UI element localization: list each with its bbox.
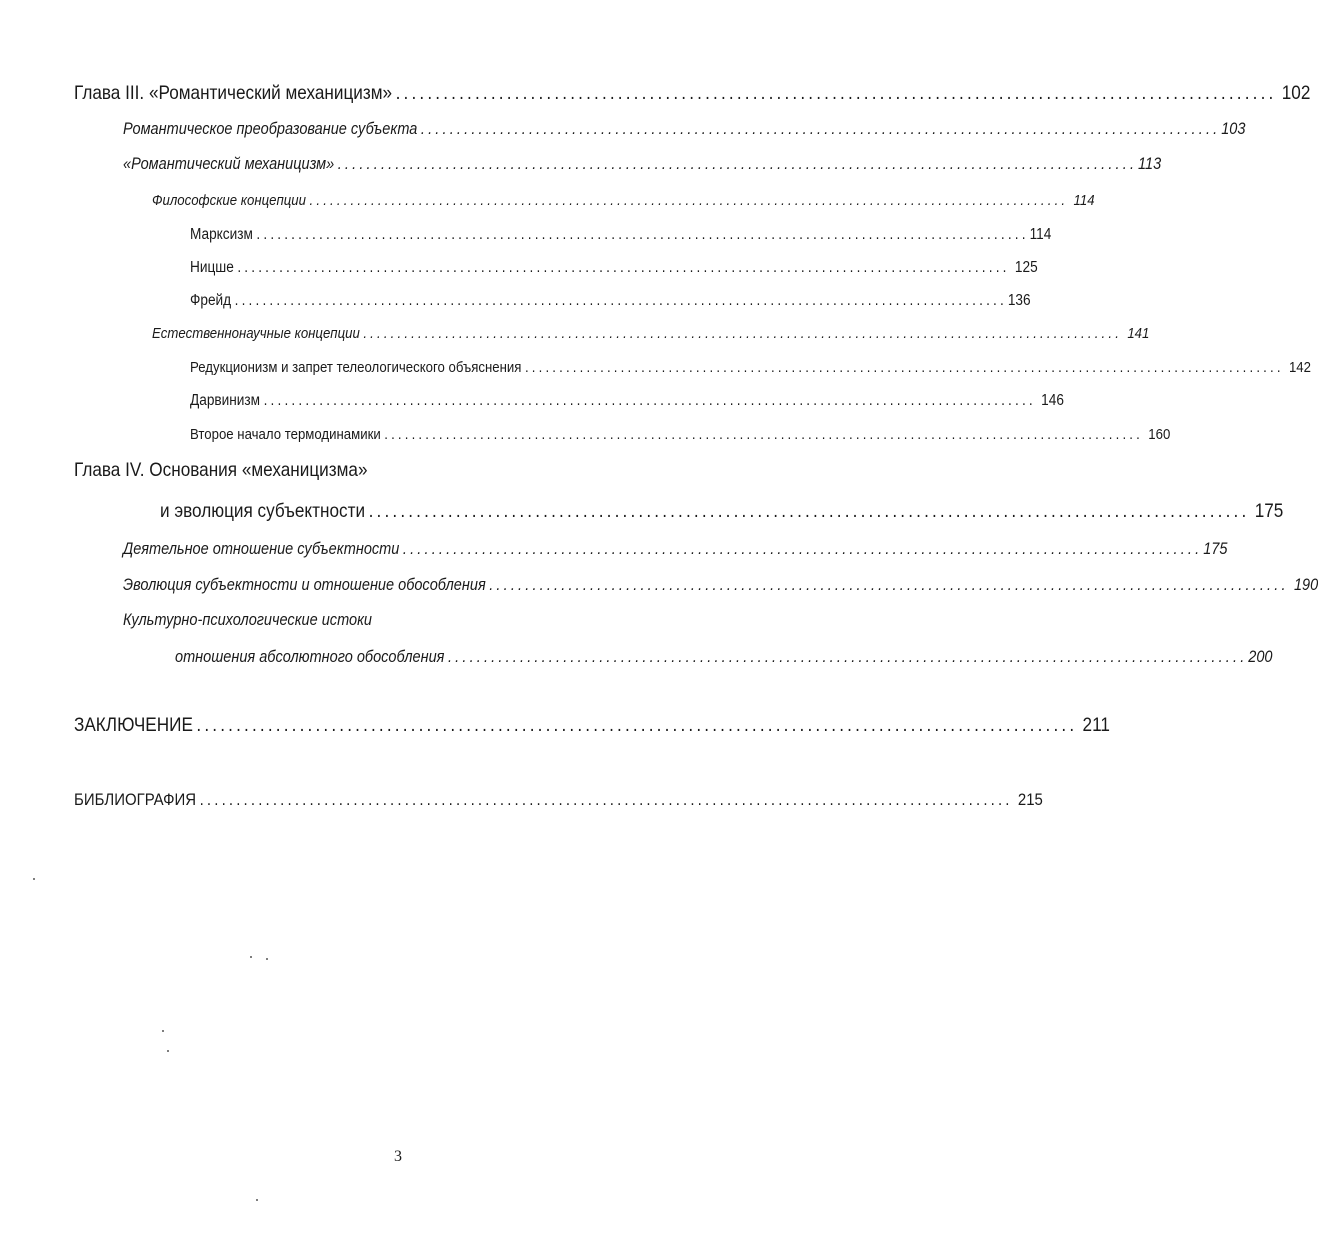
- toc-entry-title: Деятельное отношение субъектности: [123, 540, 400, 558]
- toc-page-number: 190: [1293, 576, 1318, 594]
- scan-speck: [250, 956, 252, 958]
- toc-entry-item: [190, 226, 1052, 243]
- toc-page-number: 160: [1148, 426, 1171, 443]
- toc-entry-item: [190, 392, 1064, 409]
- toc-entry-chapter-3: [74, 82, 1311, 104]
- leader-dots: ...............................................................................................................: [368, 500, 1250, 522]
- toc-entry-chapter-4: [160, 500, 1284, 522]
- leader-dots: ...............................................................................................................: [196, 714, 1078, 736]
- toc-entry-title: отношения абсолютного обособления: [175, 648, 445, 666]
- toc-page-number: 215: [1017, 790, 1043, 809]
- leader-dots: ...............................................................................................................: [263, 392, 1036, 409]
- toc-page-number: 113: [1138, 155, 1162, 173]
- toc-entry-item: [190, 426, 1171, 443]
- toc-entry-item: [190, 259, 1038, 276]
- scan-speck: [256, 1199, 258, 1201]
- leader-dots: ...............................................................................................................: [420, 120, 1221, 138]
- toc-entry-title: «Романтический механицизм»: [123, 155, 335, 173]
- toc-page-number: 125: [1014, 259, 1038, 276]
- toc-page-number: 175: [1254, 500, 1284, 522]
- toc-entry-conclusion: [74, 714, 1110, 736]
- leader-dots: ...............................................................................................................: [384, 426, 1143, 443]
- toc-page-number: 200: [1248, 648, 1273, 666]
- toc-section-first-line: Культурно-психологические истоки: [123, 611, 373, 629]
- toc-entry-item: [190, 359, 1311, 376]
- toc-page-number: 114: [1073, 192, 1095, 209]
- toc-entry-title: Марксизм: [190, 226, 253, 243]
- toc-entry-section: [175, 648, 1273, 666]
- scan-speck: [266, 958, 268, 960]
- leader-dots: ...............................................................................................................: [363, 325, 1123, 342]
- toc-entry-section: [123, 540, 1228, 558]
- leader-dots: ...............................................................................................................: [256, 226, 1029, 243]
- leader-dots: ...............................................................................................................: [199, 790, 1013, 809]
- toc-entry-item: [190, 292, 1031, 309]
- scan-speck: [33, 878, 35, 880]
- toc-page-number: 211: [1082, 714, 1110, 736]
- toc-entry-title: ЗАКЛЮЧЕНИЕ: [74, 714, 193, 736]
- toc-entry-title: Ницше: [190, 259, 234, 276]
- toc-entry-title: Второе начало термодинамики: [190, 426, 381, 443]
- toc-entry-title: Естественнонаучные концепции: [152, 325, 360, 342]
- leader-dots: ...............................................................................................................: [337, 155, 1138, 173]
- toc-entry-title: Эволюция субъектности и отношение обособления: [123, 576, 486, 594]
- toc-entry-section: [123, 120, 1246, 138]
- toc-page-number: 136: [1007, 292, 1031, 309]
- toc-page-number: 141: [1127, 325, 1150, 342]
- toc-page-number: 175: [1203, 540, 1228, 558]
- toc-entry-title: Философские концепции: [152, 192, 306, 209]
- toc-entry-bibliography: [74, 790, 1043, 809]
- leader-dots: ...............................................................................................................: [234, 292, 1007, 309]
- scan-speck: [167, 1050, 169, 1052]
- toc-entry-section: [123, 155, 1162, 173]
- toc-entry-title: Редукционизм и запрет телеологического объяснения: [190, 359, 522, 376]
- toc-entry-title: БИБЛИОГРАФИЯ: [74, 790, 197, 809]
- toc-entry-title: и эволюция субъектности: [160, 500, 366, 522]
- toc-entry-title: Фрейд: [190, 292, 232, 309]
- toc-entry-title: Романтическое преобразование субъекта: [123, 120, 418, 138]
- toc-entry-section: [123, 576, 1318, 594]
- toc-entry-subsection: [152, 192, 1095, 209]
- leader-dots: ...............................................................................................................: [395, 82, 1277, 104]
- scan-speck: [162, 1030, 164, 1032]
- leader-dots: ...............................................................................................................: [402, 540, 1203, 558]
- toc-page-number: 103: [1221, 120, 1246, 138]
- page-number: 3: [394, 1148, 402, 1165]
- toc-page-number: 142: [1288, 359, 1311, 376]
- leader-dots: ...............................................................................................................: [309, 192, 1069, 209]
- leader-dots: ...............................................................................................................: [447, 648, 1248, 666]
- leader-dots: ...............................................................................................................: [489, 576, 1289, 594]
- toc-entry-title: Дарвинизм: [190, 392, 261, 409]
- toc-page-number: 102: [1281, 82, 1311, 104]
- toc-page-number: 114: [1029, 226, 1052, 243]
- toc-chapter-4-first-line: Глава IV. Основания «механицизма»: [74, 459, 368, 481]
- toc-entry-subsection: [152, 325, 1150, 342]
- leader-dots: ...............................................................................................................: [237, 259, 1010, 276]
- toc-entry-title: Глава III. «Романтический механицизм»: [74, 82, 393, 104]
- toc-page-number: 146: [1041, 392, 1064, 409]
- leader-dots: ...............................................................................................................: [524, 359, 1284, 376]
